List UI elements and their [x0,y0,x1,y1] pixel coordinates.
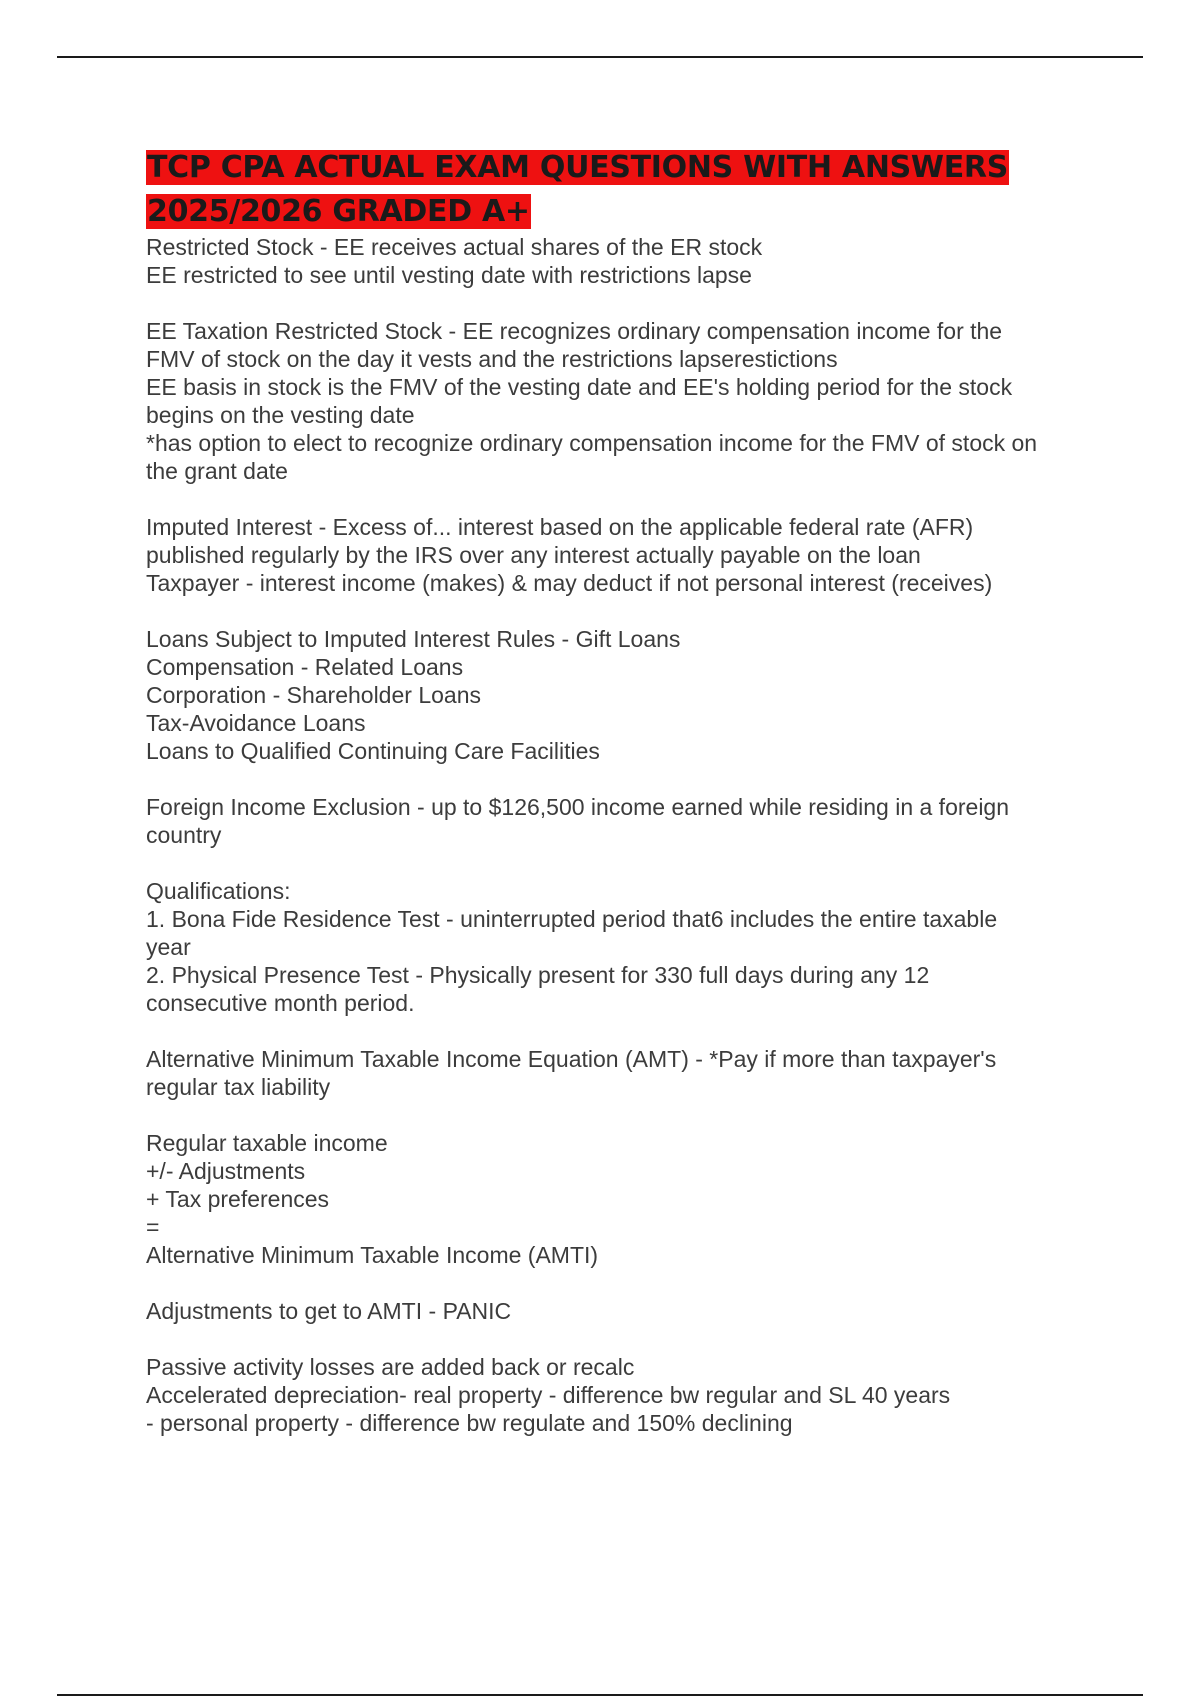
text-line: the grant date [146,458,288,484]
text-line: consecutive month period. [146,990,415,1016]
text-line: - personal property - difference bw regulate and 150% declining [146,1410,793,1436]
text-line: regular tax liability [146,1074,331,1100]
block-spacer [146,289,1086,317]
qa-block [146,625,1086,765]
text-line: EE basis in stock is the FMV of the vesting date and EE's holding period for the stock [146,374,1013,400]
text-line: Compensation - Related Loans [146,654,464,680]
text-line: year [146,934,191,960]
block-spacer [146,1325,1086,1353]
text-line: + Tax preferences [146,1186,330,1212]
document-body [146,146,1086,1437]
block-spacer [146,1269,1086,1297]
text-line: Foreign Income Exclusion - up to $126,500 income earned while residing in a foreign [146,794,1010,820]
qa-block [146,317,1086,485]
text-line: Loans Subject to Imputed Interest Rules - Gift Loans [146,626,681,652]
text-line: Imputed Interest - Excess of... interest based on the applicable federal rate (AFR) [146,514,974,540]
qa-block [146,1297,1086,1325]
block-spacer [146,597,1086,625]
text-line: EE restricted to see until vesting date with restrictions lapse [146,262,752,288]
text-line: +/- Adjustments [146,1158,306,1184]
text-line: Alternative Minimum Taxable Income Equation (AMT) - *Pay if more than taxpayer's [146,1046,997,1072]
text-line: EE Taxation Restricted Stock - EE recognizes ordinary compensation income for the [146,318,1003,344]
text-line: Adjustments to get to AMTI - PANIC [146,1298,512,1324]
text-line: Accelerated depreciation- real property - difference bw regular and SL 40 years [146,1382,951,1408]
text-line: Tax-Avoidance Loans [146,710,366,736]
title-line-1: TCP CPA ACTUAL EXAM QUESTIONS WITH ANSWERS [147,150,1009,185]
text-line: published regularly by the IRS over any interest actually payable on the loan [146,542,921,568]
block-spacer [146,485,1086,513]
text-line: country [146,822,222,848]
text-line: Restricted Stock - EE receives actual shares of the ER stock [146,234,763,260]
qa-block [146,793,1086,849]
text-line: Alternative Minimum Taxable Income (AMTI) [146,1242,599,1268]
text-line: Loans to Qualified Continuing Care Facilities [146,738,600,764]
text-line: *has option to elect to recognize ordinary compensation income for the FMV of stock on [146,430,1038,456]
text-line: = [146,1214,160,1240]
qa-block [146,513,1086,597]
qa-content [146,233,1086,1437]
block-spacer [146,1017,1086,1045]
qa-block [146,233,1086,289]
block-spacer [146,765,1086,793]
block-spacer [146,849,1086,877]
qa-block [146,1045,1086,1101]
text-line: Qualifications: [146,878,291,904]
top-rule [57,56,1143,58]
qa-block [146,877,1086,1017]
text-line: begins on the vesting date [146,402,415,428]
text-line: Regular taxable income [146,1130,388,1156]
text-line: Corporation - Shareholder Loans [146,682,481,708]
qa-block [146,1129,1086,1269]
qa-block [146,1353,1086,1437]
bottom-rule [57,1694,1143,1696]
title-line-2: 2025/2026 GRADED A+ [147,194,530,229]
text-line: Taxpayer - interest income (makes) & may deduct if not personal interest (receives) [146,570,993,596]
text-line: Passive activity losses are added back or recalc [146,1354,635,1380]
text-line: 2. Physical Presence Test - Physically present for 330 full days during any 12 [146,962,930,988]
text-line: 1. Bona Fide Residence Test - uninterrupted period that6 includes the entire taxable [146,906,998,932]
document-title [146,146,1086,234]
text-line: FMV of stock on the day it vests and the restrictions lapserestictions [146,346,838,372]
block-spacer [146,1101,1086,1129]
